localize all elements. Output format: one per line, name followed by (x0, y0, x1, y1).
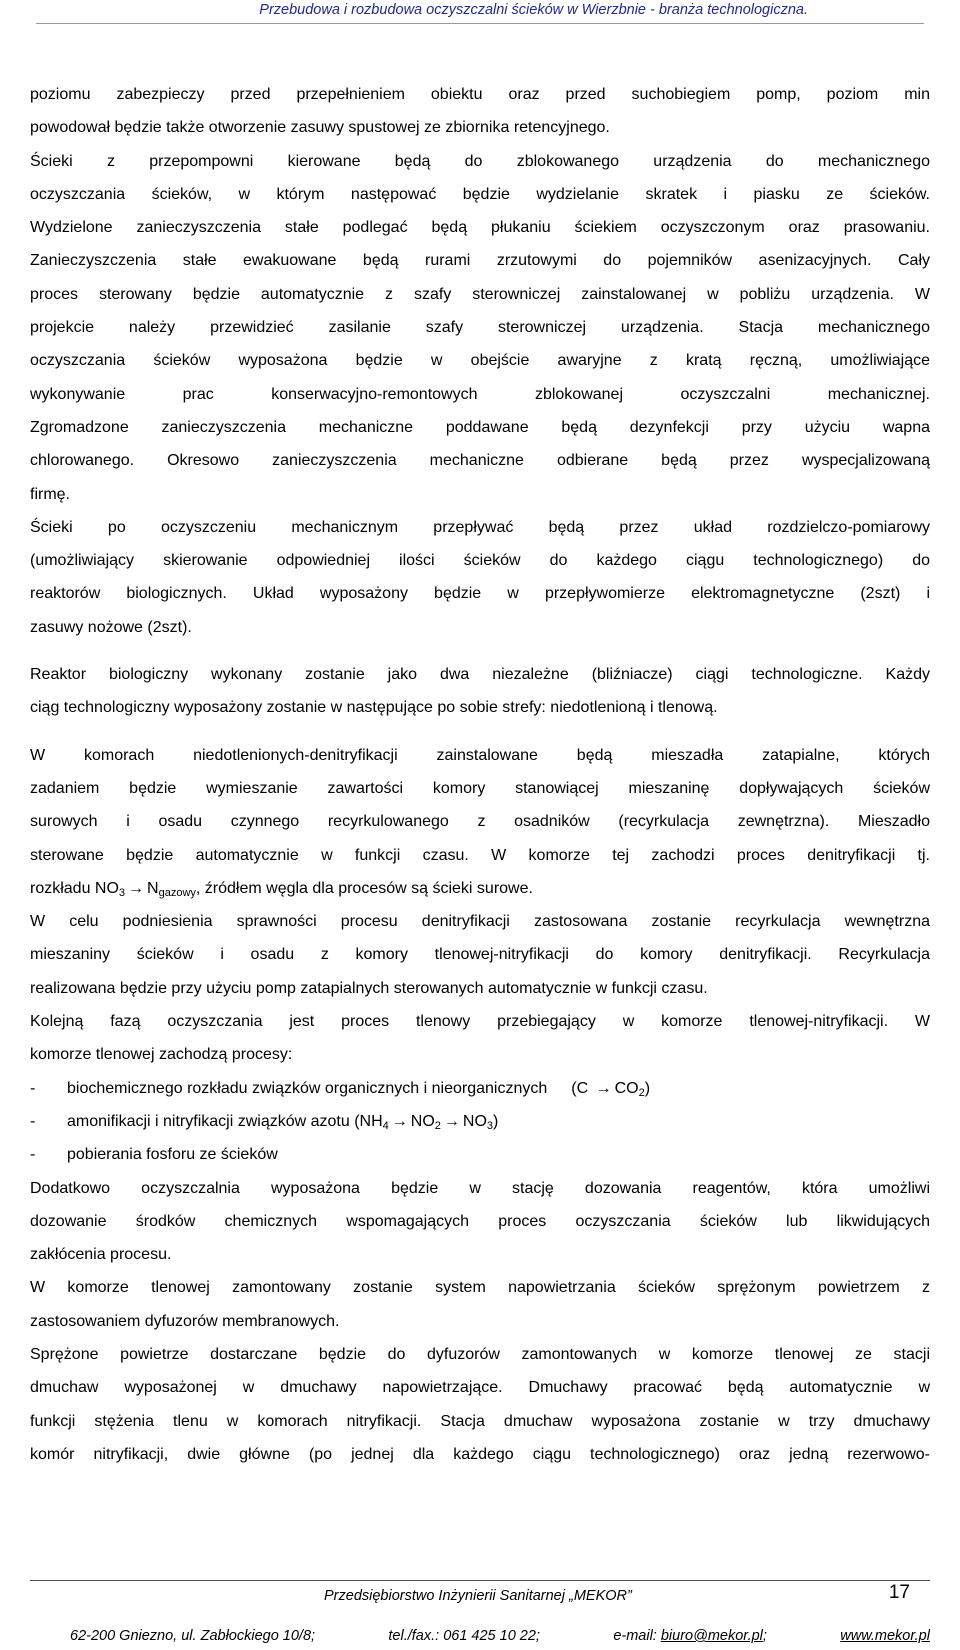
list-item-text: biochemicznego rozkładu związków organicznych i nieorganicznych (67, 1079, 548, 1097)
text-line: komorze tlenowej zachodzą procesy: (30, 1046, 293, 1064)
formula-text: NO (462, 1112, 487, 1130)
text-line: Zgromadzone zanieczyszczenia mechaniczne poddawane będą dezynfekcji przy użyciu wapna (30, 418, 930, 436)
text-line: powodował będzie także otworzenie zasuwy spustowej ze zbiornika retencyjnego. (30, 119, 610, 137)
list-dash: - (30, 1112, 36, 1130)
paragraph-gap (30, 725, 930, 739)
text-line: W celu podniesienia sprawności procesu denitryfikacji zastosowana zostanie recyrkulacja wewnętrzna (30, 913, 930, 931)
list-dash: - (30, 1146, 36, 1164)
text-line: reaktorów biologicznych. Układ wyposażony będzie w przepływomierze elektromagnetyczne (2szt) i (30, 585, 930, 603)
formula-text: CO (614, 1079, 639, 1097)
text-line: oczyszczania ścieków, w którym następować będzie wydzielanie skratek i piasku ze ścieków. (30, 185, 930, 203)
text-line: projekcie należy przewidzieć zasilanie szafy sterowniczej urządzenia. Stacja mechanicznego (30, 319, 930, 337)
text-line: zastosowaniem dyfuzorów membranowych. (30, 1312, 340, 1330)
text-line: komór nitryfikacji, dwie główne (po jednej dla każdego ciągu technologicznego) oraz jedną rezerwowo- (30, 1445, 930, 1463)
arrow-icon: → (391, 1112, 408, 1130)
paragraph-gap (30, 644, 930, 658)
formula-text: ) (644, 1079, 651, 1097)
formula-subscript: 4 (382, 1119, 389, 1132)
list-dash: - (30, 1079, 36, 1097)
text-line: firmę. (30, 485, 70, 503)
formula-subscript: 3 (118, 886, 126, 899)
footer-email-suffix: ; (762, 1628, 767, 1644)
text-line: mieszaniny ścieków i osadu z komory tlenowej-nitryfikacji do komory denitryfikacji. Recyrkulacja (30, 946, 930, 964)
text-line: dmuchaw wyposażonej w dmuchawy napowietrzające. Dmuchawy pracować będą automatycznie w (30, 1379, 930, 1397)
text-line: Ścieki po oczyszczeniu mechanicznym przepływać będą przez układ rozdzielczo-pomiarowy (30, 518, 930, 536)
document-body (30, 78, 930, 1471)
formula-text: ) (493, 1112, 499, 1130)
formula-text: N (147, 879, 159, 897)
footer-email-label: e-mail: (613, 1628, 661, 1644)
footer-address: 62-200 Gniezno, ul. Zabłockiego 10/8; (70, 1628, 316, 1644)
footer-phone: tel./fax.: 061 425 10 22; (388, 1628, 540, 1644)
formula-text: , źródłem węgla dla procesów są ścieki surowe. (195, 879, 533, 897)
list-item (30, 1072, 930, 1105)
footer-company: Przedsiębiorstwo Inżynierii Sanitarnej „MEKOR” (324, 1588, 632, 1604)
text-line: W komorze tlenowej zamontowany zostanie system napowietrzania ścieków sprężonym powietrzem z (30, 1279, 930, 1297)
text-line: Sprężone powietrze dostarczane będzie do dyfuzorów zamontowanych w komorze tlenowej ze stacji (30, 1345, 930, 1363)
text-line: Wydzielone zanieczyszczenia stałe podlegać będą płukaniu ściekiem oczyszczonym oraz prasowaniu. (30, 219, 930, 237)
formula-subscript: 3 (486, 1119, 494, 1132)
text-line: proces sterowany będzie automatycznie z szafy sterowniczej zainstalowanej w pobliżu urządzenia. W (30, 285, 930, 303)
list-item-text: pobierania fosforu ze ścieków (67, 1146, 278, 1164)
list-item (30, 1138, 930, 1171)
formula-subscript: 2 (638, 1086, 645, 1099)
text-line: Zanieczyszczenia stałe ewakuowane będą rurami zrzutowymi do pojemników asenizacyjnych. Cały (30, 252, 930, 270)
text-line: sterowane będzie automatycznie w funkcji czasu. W komorze tej zachodzi proces denitryfikacji tj. (30, 846, 930, 864)
arrow-icon: → (443, 1112, 460, 1130)
text-line: surowych i osadu czynnego recyrkulowanego z osadników (recyrkulacja zewnętrzna). Mieszadło (30, 813, 930, 831)
text-line: Ścieki z przepompowni kierowane będą do zblokowanego urządzenia do mechanicznego (30, 152, 930, 170)
footer-email-link[interactable]: biuro@mekor.pl (660, 1628, 763, 1644)
text-line: zasuwy nożowe (2szt). (30, 618, 192, 636)
text-line: oczyszczania ścieków wyposażona będzie w obejście awaryjne z kratą ręczną, umożliwiające (30, 352, 930, 370)
text-line: ciąg technologiczny wyposażony zostanie w następujące po sobie strefy: niedotlenioną i tlenową. (30, 699, 718, 717)
list-item (30, 1105, 930, 1138)
formula-subscript: 2 (434, 1119, 441, 1132)
text-line: funkcji stężenia tlenu w komorach nitryfikacji. Stacja dmuchaw wyposażona zostanie w trzy dmuchawy (30, 1412, 930, 1430)
text-line: Dodatkowo oczyszczalnia wyposażona będzie w stację dozowania reagentów, która umożliwi (30, 1179, 930, 1197)
text-line: dozowanie środków chemicznych wspomagających proces oczyszczania ścieków lub likwidujących (30, 1212, 930, 1230)
text-line: poziomu zabezpieczy przed przepełnieniem obiektu oraz przed suchobiegiem pomp, poziom min (30, 86, 930, 103)
header-title: Przebudowa i rozbudowa oczyszczalni ścieków w Wierzbnie - branża technologiczna. (259, 2, 808, 18)
formula-text: (C (571, 1079, 593, 1097)
text-line: wykonywanie prac konserwacyjno-remontowych zblokowanej oczyszczalni mechanicznej. (30, 385, 930, 403)
text-line: zakłócenia procesu. (30, 1246, 172, 1264)
formula-text: NO (410, 1112, 435, 1130)
text-line: realizowana będzie przy użyciu pomp zatapialnych sterowanych automatycznie w funkcji czasu. (30, 979, 708, 997)
arrow-icon: → (595, 1079, 612, 1097)
text-line: Reaktor biologiczny wykonany zostanie jako dwa niezależne (bliźniacze) ciągi technologiczne. Każdy (30, 666, 930, 684)
text-line: Kolejną fazą oczyszczania jest proces tlenowy przebiegający w komorze tlenowej-nitryfikacji. W (30, 1013, 930, 1031)
footer-email-group (613, 1628, 767, 1644)
arrow-icon: → (128, 879, 145, 897)
formula-text: rozkładu NO (30, 879, 119, 897)
text-line: W komorach niedotlenionych-denitryfikacji zainstalowane będą mieszadła zatapialne, których (30, 746, 930, 764)
page-header (0, 0, 960, 27)
page-number: 17 (888, 1582, 910, 1603)
text-line: (umożliwiający skierowanie odpowiedniej ilości ścieków do każdego ciągu technologicznego) do (30, 552, 930, 570)
footer-rule (30, 1580, 930, 1581)
text-line: chlorowanego. Okresowo zanieczyszczenia mechaniczne odbierane będą przez wyspecjalizowaną (30, 452, 930, 470)
formula-subscript: gazowy (158, 886, 196, 899)
footer-website-link[interactable]: www.mekor.pl (840, 1628, 930, 1644)
text-line: zadaniem będzie wymieszanie zawartości komory stanowiącej mieszaninę dopływających ścieków (30, 779, 930, 797)
footer-contact (70, 1628, 930, 1644)
formula-line (30, 872, 930, 905)
header-rule (36, 23, 924, 24)
list-item-text: amonifikacji i nitryfikacji związków azotu (NH (67, 1112, 383, 1130)
